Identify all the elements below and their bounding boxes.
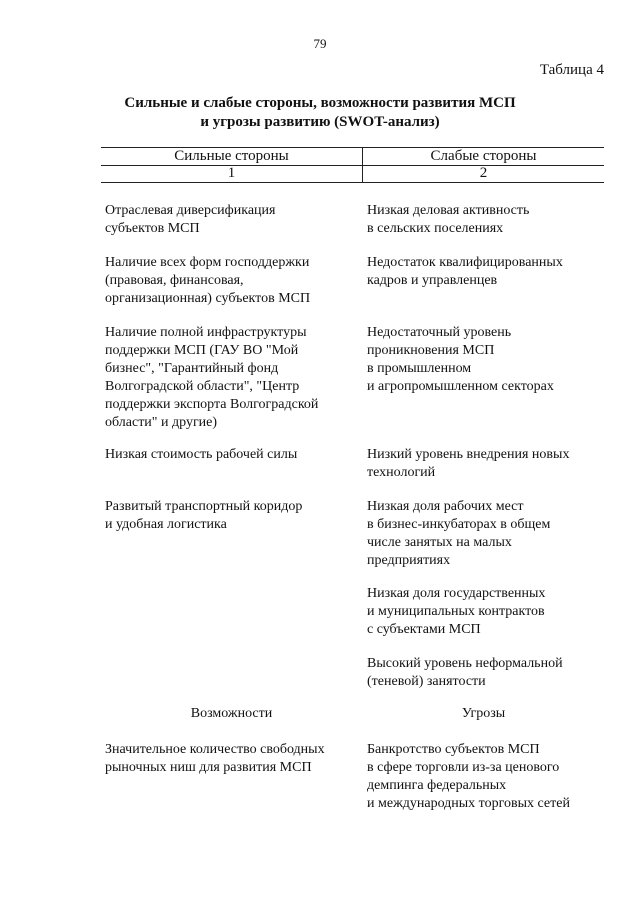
opportunities-heading: Возможности bbox=[190, 706, 273, 721]
weakness-item: Недостаток квалифицированных кадров и управленцев bbox=[367, 255, 563, 288]
threats-heading: Угрозы bbox=[461, 706, 506, 721]
threat-item: Банкротство субъектов МСП в сфере торговли из-за ценового демпинга федеральных и международных торговых сетей bbox=[367, 742, 570, 811]
weakness-item: Низкая деловая активность в сельских поселениях bbox=[367, 203, 530, 236]
weakness-item: Недостаточный уровень проникновения МСП в промышленном и агропромышленном секторах bbox=[367, 325, 554, 394]
table-label: Таблица 4 bbox=[539, 62, 604, 78]
header-weaknesses: Слабые стороны bbox=[430, 148, 537, 164]
strength-item: Отраслевая диверсификация субъектов МСП bbox=[105, 203, 276, 236]
strength-item: Наличие полной инфраструктуры поддержки МСП (ГАУ ВО "Мой бизнес", "Гарантийный фонд Волгоградской области", "Центр поддержки экспорта Волгоградской области" и другие) bbox=[105, 325, 319, 430]
header-strengths: Сильные стороны bbox=[174, 148, 289, 164]
strength-item: Наличие всех форм господдержки (правовая, финансовая, организационная) субъектов МСП bbox=[105, 255, 311, 306]
header-col1-number: 1 bbox=[227, 165, 236, 181]
opportunity-item: Значительное количество свободных рыночных ниш для развития МСП bbox=[105, 742, 325, 775]
page-number: 79 bbox=[313, 36, 327, 51]
strength-item: Низкая стоимость рабочей силы bbox=[105, 447, 298, 462]
weakness-item: Высокий уровень неформальной (теневой) занятости bbox=[367, 656, 563, 689]
title-line-1: Сильные и слабые стороны, возможности развития МСП bbox=[124, 95, 516, 111]
weakness-item: Низкая доля рабочих мест в бизнес-инкубаторах в общем числе занятых на малых предприятиях bbox=[367, 499, 551, 568]
page-title bbox=[0, 94, 640, 132]
header-col2-number: 2 bbox=[479, 165, 488, 181]
title-line-2: и угрозы развитию (SWOT-анализ) bbox=[200, 114, 440, 130]
weakness-item: Низкая доля государственных и муниципальных контрактов с субъектами МСП bbox=[367, 586, 546, 637]
weakness-item: Низкий уровень внедрения новых технологий bbox=[367, 447, 570, 480]
strength-item: Развитый транспортный коридор и удобная логистика bbox=[105, 499, 303, 532]
header-bottom-rule bbox=[101, 182, 604, 183]
